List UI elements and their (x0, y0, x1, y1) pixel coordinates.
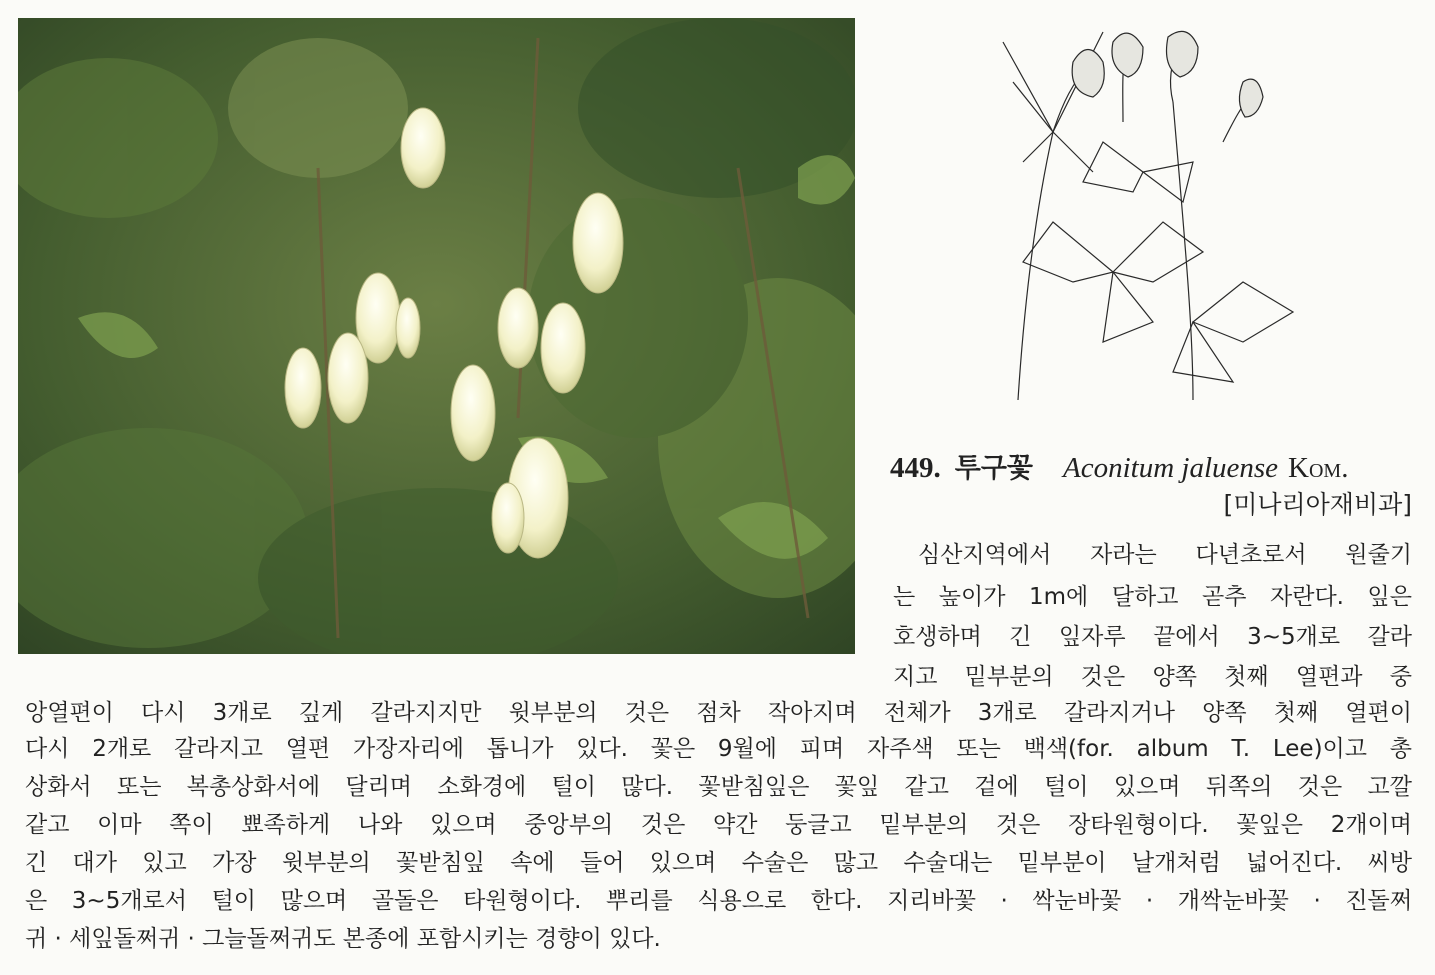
korean-name: 투구꽃 (954, 453, 1033, 484)
family-name: [미나리아재비과] (1223, 490, 1412, 519)
scientific-name: Aconitum jaluense (1063, 452, 1279, 484)
botanical-drawing (993, 22, 1335, 400)
author-citation: Kom. (1288, 452, 1349, 484)
description-line: 앙열편이 다시 3개로 깊게 갈라지지만 윗부분의 것은 점차 작아지며 전체가 3개로 갈라지거나 양쪽 첫째 열편이 (25, 700, 1412, 726)
description-line: 긴 대가 있고 가장 윗부분의 꽃받침잎 속에 들어 있으며 수술은 많고 수술대는 밑부분이 날개처럼 넓어진다. 씨방 (25, 850, 1412, 876)
flower-photo-icon (18, 18, 855, 654)
description-line: 호생하며 긴 잎자루 끝에서 3~5개로 갈라 (893, 624, 1412, 650)
description-line: 상화서 또는 복총상화서에 달리며 소화경에 털이 많다. 꽃받침잎은 꽃잎 같고 겉에 털이 있으며 뒤쪽의 것은 고깔 (25, 774, 1412, 800)
description-line: 심산지역에서 자라는 다년초로서 원줄기 (918, 542, 1412, 568)
description-line: 귀 · 세잎돌쩌귀 · 그늘돌쩌귀도 본종에 포함시키는 경향이 있다. (25, 926, 661, 952)
description-line: 은 3~5개로서 털이 많으며 골돌은 타원형이다. 뿌리를 식용으로 한다. 지리바꽃 · 싹눈바꽃 · 개싹눈바꽃 · 진돌쩌 (25, 888, 1412, 914)
entry-heading (890, 446, 1410, 485)
description-line: 같고 이마 쪽이 뾰족하게 나와 있으며 중앙부의 것은 약간 둥글고 밑부분의 것은 장타원형이다. 꽃잎은 2개이며 (25, 812, 1412, 838)
botanical-line-drawing-icon (993, 22, 1335, 400)
description-line: 지고 밑부분의 것은 양쪽 첫째 열편과 중 (893, 664, 1412, 690)
aconitum-flower-photo (18, 18, 855, 654)
description-line: 는 높이가 1m에 달하고 곧추 자란다. 잎은 (893, 584, 1412, 610)
entry-number: 449. (890, 452, 941, 484)
description-line: 다시 2개로 갈라지고 열편 가장자리에 톱니가 있다. 꽃은 9월에 피며 자주색 또는 백색(for. album T. Lee)이고 총 (25, 736, 1412, 762)
